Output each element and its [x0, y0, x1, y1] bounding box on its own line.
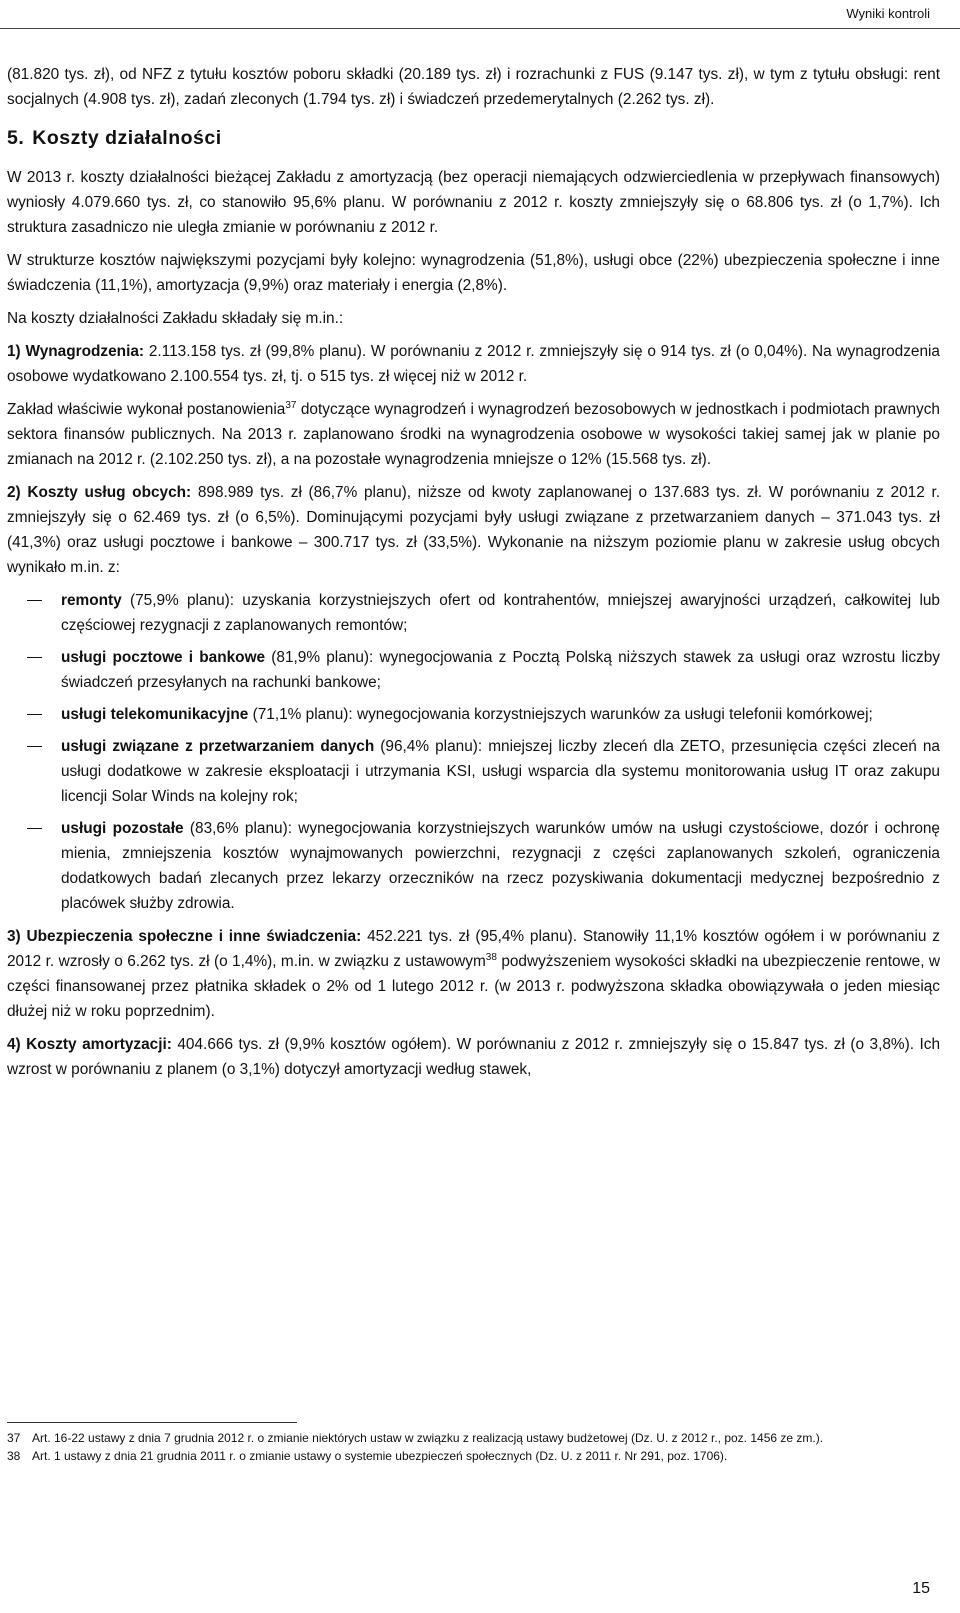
- list-item-text: (75,9% planu): uzyskania korzystniejszych ofert od kontrahentów, mniejszej awaryjności urządzeń, całkowitej lub częściowej rezygnacji z zaplanowanych remontów;: [61, 592, 940, 634]
- paragraph-costs-total: W 2013 r. koszty działalności bieżącej Zakładu z amortyzacją (bez operacji niemających odzwierciedlenia w przepływach finansowych) wyniosły 4.079.660 tys. zł, co stanowiło 95,6% planu. W porównaniu z 2012 r. koszty zmniejszyły się o 68.806 tys. zł (o 1,7%). Ich struktura zasadniczo nie uległa zmianie w porównaniu z 2012 r.: [7, 169, 940, 236]
- wages-label: 1) Wynagrodzenia:: [7, 343, 145, 360]
- wage-regulations-text-b: dotyczące wynagrodzeń i wynagrodzeń bezosobowych w jednostkach i podmiotach prawnych sektora finansów publicznych. Na 2013 r. zaplanowano środki na wynagrodzenia osobowe w wysokości takiej samej jak w planie po zmianach na 2012 r. (2.102.250 tys. zł), a na pozostałe wynagrodzenia mniejsze o 12% (15.568 tys. zł).: [7, 401, 940, 468]
- dash-bullet: [27, 746, 42, 747]
- dash-bullet: [27, 657, 42, 658]
- list-item-text: (83,6% planu): wynegocjowania korzystniejszych warunków umów na usługi czystościowe, dozór i ochronę mienia, zmniejszenia kosztów wynajmowanych powierzchni, rezygnacji z części zaplanowanych szkoleń, ograniczenia dodatkowych badań zlecanych przez lekarzy orzeczników na rzecz pozyskiwania dokumentacji medycznej bezpośrednio z placówek służby zdrowia.: [61, 820, 940, 912]
- paragraph-wages: [7, 339, 940, 389]
- external-services-text: 898.989 tys. zł (86,7% planu), niższe od kwoty zaplanowanej o 137.683 tys. zł. W porównaniu z 2012 r. zmniejszyły się o 62.469 tys. zł (o 6,5%). Dominującymi pozycjami były usługi związane z przetwarzaniem danych – 371.043 tys. zł (41,3%) oraz usługi pocztowe i bankowe – 300.717 tys. zł (33,5%). Wykonanie na niższym poziomie planu w zakresie usług obcych wynikało m.in. z:: [7, 484, 940, 576]
- list-item-label: remonty: [61, 592, 122, 609]
- external-services-label: 2) Koszty usług obcych:: [7, 484, 192, 501]
- list-item-postal-banking: [7, 645, 940, 695]
- list-item-label: usługi związane z przetwarzaniem danych: [61, 738, 375, 755]
- list-item-other-services: [7, 816, 940, 916]
- list-item-text: (81,9% planu): wynegocjowania z Pocztą Polską niższych stawek za usługi oraz wzrostu liczby świadczeń przesyłanych na rachunki bankowe;: [61, 649, 940, 691]
- wages-text: 2.113.158 tys. zł (99,8% planu). W porównaniu z 2012 r. zmniejszyły się o 914 tys. zł (o 0,04%). Na wynagrodzenia osobowe wydatkowano 2.100.554 tys. zł, tj. o 515 tys. zł więcej niż w 2012 r.: [7, 343, 940, 385]
- footnote-ref-38[interactable]: 38: [485, 951, 497, 963]
- dash-bullet: [27, 828, 42, 829]
- footnote-38: [7, 1448, 940, 1465]
- footnote-number: 37: [7, 1431, 21, 1445]
- list-item-telecom: [7, 702, 940, 727]
- depreciation-text: 404.666 tys. zł (9,9% kosztów ogółem). W porównaniu z 2012 r. zmniejszyły się o 15.847 tys. zł (o 3,8%). Ich wzrost w porównaniu z planem (o 3,1%) dotyczył amortyzacji według stawek,: [7, 1036, 940, 1078]
- page-number: 15: [912, 1580, 930, 1597]
- paragraph-cost-list-intro: Na koszty działalności Zakładu składały się m.in.:: [7, 310, 344, 327]
- section-heading-number: 5.: [7, 127, 25, 149]
- paragraph-social-insurance: [7, 924, 940, 1024]
- intro-paragraph: (81.820 tys. zł), od NFZ z tytułu kosztów poboru składki (20.189 tys. zł) i rozrachunki z FUS (9.147 tys. zł), w tym z tytułu obsługi: rent socjalnych (4.908 tys. zł), zadań zleconych (1.794 tys. zł) i świadczeń przedemerytalnych (2.262 tys. zł).: [7, 66, 940, 108]
- footnote-37: [7, 1430, 940, 1447]
- dash-bullet: [27, 600, 42, 601]
- footnote-ref-37[interactable]: 37: [285, 399, 297, 411]
- page-body: [7, 62, 940, 1090]
- list-item-label: usługi pozostałe: [61, 820, 184, 837]
- social-insurance-text-b: podwyższeniem wysokości składki na ubezpieczenie rentowe, w części finansowanej przez płatnika składek o 2% od 1 lutego 2012 r. (w 2013 r. podwyższona składka obowiązywała o jeden miesiąc dłużej niż w roku poprzednim).: [7, 953, 940, 1020]
- paragraph-wage-regulations: [7, 397, 940, 472]
- footnotes: [7, 1430, 940, 1466]
- section-heading: [7, 126, 940, 151]
- services-dash-list: [7, 588, 940, 916]
- footnote-number: 38: [7, 1449, 21, 1463]
- wage-regulations-text-a: Zakład właściwie wykonał postanowienia: [7, 401, 286, 418]
- social-insurance-label: 3) Ubezpieczenia społeczne i inne świadczenia:: [7, 928, 362, 945]
- footnote-text: Art. 1 ustawy z dnia 21 grudnia 2011 r. o zmianie ustawy o systemie ubezpieczeń społecznych (Dz. U. z 2011 r. Nr 291, poz. 1706).: [32, 1449, 728, 1463]
- section-heading-title: Koszty działalności: [32, 127, 222, 149]
- paragraph-depreciation: [7, 1032, 940, 1082]
- list-item-text: (96,4% planu): mniejszej liczby zleceń dla ZETO, przesunięcia części zleceń na usługi dodatkowe w zakresie eksploatacji i utrzymania KSI, usługi wsparcia dla systemu monitorowania usług IT oraz zakupu licencji Solar Winds na kolejny rok;: [61, 738, 940, 805]
- paragraph-external-services: [7, 480, 940, 580]
- paragraph-cost-structure: W strukturze kosztów największymi pozycjami były kolejno: wynagrodzenia (51,8%), usługi obce (22%) ubezpieczenia społeczne i inne świadczenia (11,1%), amortyzacja (9,9%) oraz materiały i energia (2,8%).: [7, 252, 940, 294]
- running-header: Wyniki kontroli: [846, 6, 930, 21]
- footnote-text: Art. 16-22 ustawy z dnia 7 grudnia 2012 r. o zmianie niektórych ustaw w związku z realizacją ustawy budżetowej (Dz. U. z 2012 r., poz. 1456 ze zm.).: [32, 1431, 824, 1445]
- list-item-data-processing: [7, 734, 940, 809]
- list-item-repairs: [7, 588, 940, 638]
- list-item-label: usługi telekomunikacyjne: [61, 706, 249, 723]
- social-insurance-text-a: 452.221 tys. zł (95,4% planu). Stanowiły 11,1% kosztów ogółem i w porównaniu z 2012 r. wzrosły o 6.262 tys. zł (o 1,4%), m.in. w związku z ustawowym: [7, 928, 940, 970]
- depreciation-label: 4) Koszty amortyzacji:: [7, 1036, 172, 1053]
- header-divider: [0, 28, 960, 29]
- dash-bullet: [27, 714, 42, 715]
- list-item-text: (71,1% planu): wynegocjowania korzystniejszych warunków za usługi telefonii komórkowej;: [248, 706, 873, 723]
- footnote-divider: [7, 1422, 297, 1423]
- list-item-label: usługi pocztowe i bankowe: [61, 649, 266, 666]
